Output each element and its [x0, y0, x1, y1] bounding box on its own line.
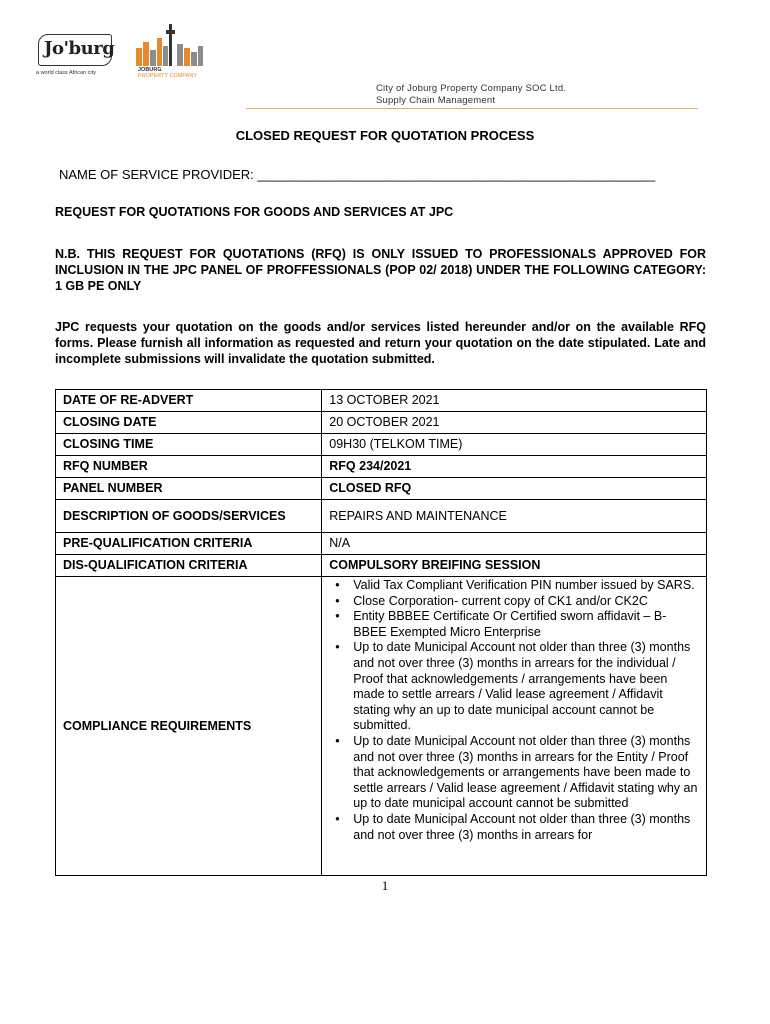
header-divider: [246, 108, 698, 109]
table-row: [56, 500, 707, 533]
intro-paragraph: JPC requests your quotation on the goods and/or services listed hereunder and/or on the available RFQ forms. Please furnish all information as requested and return your quotation on the date stipulated. Late and incomplete submissions will invalidate the quotation submitted.: [55, 320, 706, 366]
table-row: [56, 390, 707, 412]
row-label: DATE OF RE-ADVERT: [56, 390, 322, 412]
table-row: [56, 533, 707, 555]
list-item: • Valid Tax Compliant Verification PIN number issued by SARS.: [353, 578, 699, 594]
table-row: [56, 456, 707, 478]
joburg-tagline: a world class African city: [36, 70, 96, 76]
row-value: COMPULSORY BREIFING SESSION: [322, 555, 707, 577]
row-label: RFQ NUMBER: [56, 456, 322, 478]
compliance-label: COMPLIANCE REQUIREMENTS: [56, 577, 322, 876]
compliance-list: [329, 578, 699, 843]
compliance-items-cell: [322, 577, 707, 876]
company-name: City of Joburg Property Company SOC Ltd.: [376, 83, 567, 94]
table-row: [56, 555, 707, 577]
row-value: RFQ 234/2021: [322, 456, 707, 478]
joburg-logo-text: Jo'burg: [44, 38, 115, 59]
jpc-logo-line1: JOBURG: [138, 67, 162, 73]
department-name: Supply Chain Management: [376, 95, 496, 106]
row-label: CLOSING TIME: [56, 434, 322, 456]
row-value: 09H30 (TELKOM TIME): [322, 434, 707, 456]
row-label: PANEL NUMBER: [56, 478, 322, 500]
document-title: CLOSED REQUEST FOR QUOTATION PROCESS: [235, 128, 535, 143]
row-value: REPAIRS AND MAINTENANCE: [322, 500, 707, 533]
joburg-logo: [36, 28, 122, 80]
row-label: DESCRIPTION OF GOODS/SERVICES: [56, 500, 322, 533]
jpc-skyline-icon: [134, 20, 206, 66]
list-item: • Up to date Municipal Account not older than three (3) months and not over three (3) months in arrears for: [353, 812, 699, 843]
rfq-details-table: [55, 389, 707, 876]
row-label: DIS-QUALIFICATION CRITERIA: [56, 555, 322, 577]
table-row: [56, 577, 707, 876]
table-row: [56, 434, 707, 456]
table-row: [56, 478, 707, 500]
jpc-logo-line2: PROPERTY COMPANY: [138, 73, 197, 79]
jpc-logo: [134, 20, 206, 80]
company-header: [376, 83, 566, 107]
row-value: N/A: [322, 533, 707, 555]
row-value: 13 OCTOBER 2021: [322, 390, 707, 412]
row-label: CLOSING DATE: [56, 412, 322, 434]
row-value: 20 OCTOBER 2021: [322, 412, 707, 434]
list-item: • Entity BBBEE Certificate Or Certified sworn affidavit – B-BBEE Exempted Micro Enterprise: [353, 609, 699, 640]
service-provider-line: NAME OF SERVICE PROVIDER: _______________________________________________________: [59, 167, 656, 182]
row-value: CLOSED RFQ: [322, 478, 707, 500]
list-item: • Up to date Municipal Account not older than three (3) months and not over three (3) months in arrears for the individual / Proof that acknowledgements / arrangements have been made to settle arrears / Valid lease agreement / Affidavit stating why an up to date municipal account cannot be submitted.: [353, 640, 699, 734]
nb-paragraph: N.B. THIS REQUEST FOR QUOTATIONS (RFQ) IS ONLY ISSUED TO PROFESSIONALS APPROVED FOR INCLUSION IN THE JPC PANEL OF PROFFESSIONALS (POP 02/ 2018) UNDER THE FOLLOWING CATEGORY: 1 GB PE ONLY: [55, 247, 706, 293]
page-number: 1: [381, 878, 389, 893]
goods-heading: REQUEST FOR QUOTATIONS FOR GOODS AND SERVICES AT JPC: [55, 205, 454, 219]
row-label: PRE-QUALIFICATION CRITERIA: [56, 533, 322, 555]
list-item: • Up to date Municipal Account not older than three (3) months and not over three (3) months in arrears for the Entity / Proof that acknowledgements or arrangements have been made to settle arrears / Valid lease agreement / Affidavit stating why an up to date municipal account cannot be submitted: [353, 734, 699, 812]
table-row: [56, 412, 707, 434]
jpc-logo-text: [138, 67, 197, 79]
list-item: • Close Corporation- current copy of CK1 and/or CK2C: [353, 594, 699, 610]
